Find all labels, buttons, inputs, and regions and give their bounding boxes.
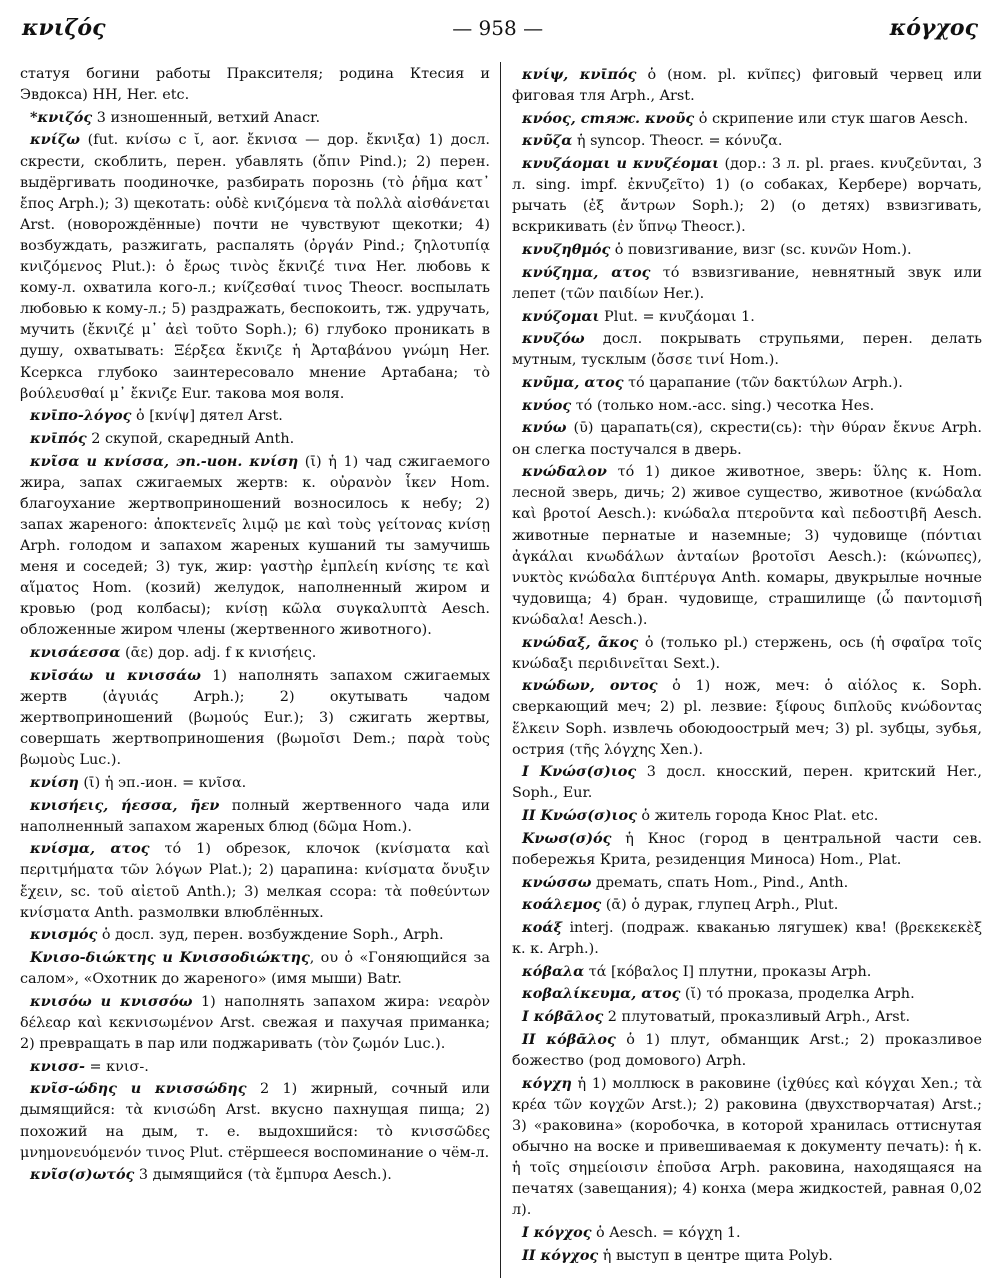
entry-headword: *κνιζός <box>30 108 93 126</box>
entry-headword: κνῑπο-λόγος <box>30 407 132 425</box>
entry-headword: κνώδων, οντος <box>522 677 658 695</box>
entry-headword: Κνισο-διώκτης и Κνισσοδιώκτης <box>30 948 310 966</box>
dictionary-entry <box>512 632 982 675</box>
dictionary-entry <box>20 451 490 642</box>
right-running-headword: κόγχος <box>889 15 978 41</box>
dictionary-entry <box>512 1245 982 1267</box>
entry-headword: κνώσσω <box>522 873 592 891</box>
dictionary-entry <box>512 1073 982 1222</box>
entry-headword: I Κνώσ(σ)ιος <box>522 763 637 781</box>
dictionary-entry <box>20 772 490 794</box>
dictionary-entry <box>512 130 982 152</box>
dictionary-entry <box>512 328 982 371</box>
dictionary-entry <box>512 872 982 894</box>
entry-definition: (ῑ) ἡ эп.-ион. = κνῖσα. <box>78 774 247 791</box>
dictionary-entry <box>512 961 982 983</box>
entry-definition: τό (только ном.-асс. sing.) чесотка Hes. <box>571 397 875 414</box>
entry-headword: II κόβᾱλος <box>522 1030 616 1048</box>
entry-headword: κνύω <box>522 419 567 437</box>
entry-definition: ὁ (только pl.) стержень, ось (ἡ σφαῖρα τοῖς κνώδαξι περιδινεῖται Sext.). <box>512 634 982 672</box>
dictionary-entry <box>512 262 982 305</box>
entry-definition: Plut. = κνυζάομαι 1. <box>599 308 755 325</box>
entry-definition: (ᾱ) ὁ дурак, глупец Arph., Plut. <box>601 897 839 914</box>
entry-headword: κνυζάομαι и κνυζέομαι <box>522 155 720 173</box>
entry-definition: 1) наполнять запахом сжигаемых жертв (ἀγυιάς Arph.); 2) окутывать чадом жертвоприношений (βωμούς Eur.); 3) сжигать жертвы, совершать жертвоприношения (βωμοῖσι Dem.; παρὰ τοὺς βωμοὺς Luc.). <box>20 667 490 769</box>
dictionary-entry <box>20 107 490 129</box>
entry-definition: 1) наполнять запахом жира: νεαρὸν δέλεαρ καὶ κεκνισωμένον Arst. свежая и пахучая приманка; 2) превращать в пар или поджаривать (τὸν ζωμόν Luc.). <box>20 993 490 1052</box>
entry-definition: ὁ досл. зуд, перен. возбуждение Soph., Arph. <box>97 927 444 944</box>
dictionary-entry <box>512 306 982 328</box>
dictionary-entry <box>512 675 982 760</box>
entry-definition: τό 1) обрезок, клочок (κνίσματα καὶ περιτμήματα τῶν λόγων Plat.); 2) царапина: κνίσματα ὄνυξιν ἔχειν, sc. τοῦ αἰετοῦ Anth.); 3) мелкая ссора: τὰ ποθεύντων κνίσματα Anth. размолвки влюблённых. <box>20 841 490 921</box>
dictionary-entry <box>20 838 490 923</box>
entry-definition: τό 1) дикое животное, зверь: ὕλης κ. Hom. лесной зверь, дичь; 2) живое существо, животное (κνώδαλα καὶ βροτοί Aesch.): κνώδαλα πτεροῦντα καὶ πεδοστιβῆ Aesch. животные пернатые и наземные; 3) чудовище (πόντιαι ἀγκάλαι κνωδάλων ἀνταίων βροτοῖσι Aesch.): (κώνωπες), νυκτὸς κνώδαλα διπτέρυγα Anth. комары, двукрылые ночные чудовища; 4) бран. чудовище, страшилище (ὦ παντομισῆ κνώδαλα! Aesch.). <box>512 464 982 628</box>
entry-definition: ὁ [κνίψ] дятел Arst. <box>131 408 283 425</box>
entry-definition: статуя богини работы Праксителя; родина Ктесия и Эвдокса) HH, Her. etc. <box>20 66 490 104</box>
entry-headword: κνυζόω <box>522 330 585 348</box>
entry-headword: κνισμός <box>30 926 98 944</box>
dictionary-entry <box>512 1029 982 1072</box>
entry-headword: κοάξ <box>522 918 562 936</box>
entry-definition: ὁ 1) плут, обманщик Arst.; 2) проказливое божество (род домового) Arph. <box>512 1031 982 1069</box>
dictionary-entry <box>20 947 490 990</box>
entry-definition: полный жертвенного чада или наполненный запахом жареных блюд (δῶμα Hom.). <box>20 797 490 835</box>
entry-definition: (ῡ) царапать(ся), скрести(сь): τὴν θύραν ἔκνυε Arph. он слегка постучался в дверь. <box>512 420 982 458</box>
dictionary-entry <box>512 761 982 804</box>
entry-headword: κνῖσ(σ)ωτός <box>30 1166 135 1184</box>
page-header <box>22 10 978 46</box>
entry-headword: κνῖσα и κνίσσα, эп.-ион. κνίση <box>30 452 299 470</box>
entry-headword: κνισήεις, ήεσσα, ῆεν <box>30 796 220 814</box>
dictionary-entry <box>512 1222 982 1244</box>
entry-headword: κνώδαξ, ᾶκος <box>522 633 639 651</box>
entry-headword: II κόγχος <box>522 1246 599 1264</box>
dictionary-entry <box>20 991 490 1055</box>
dictionary-entry <box>20 428 490 450</box>
entry-headword: κνυζηθμός <box>522 241 611 259</box>
entry-definition: τά [κόβαλος I] плутни, проказы Arph. <box>584 963 872 980</box>
dictionary-entry <box>20 665 490 771</box>
entry-headword: κοβαλίκευμα, ατος <box>522 985 681 1003</box>
left-column <box>20 64 490 1278</box>
dictionary-entry <box>512 395 982 417</box>
entry-definition: = κνισ-. <box>84 1058 149 1075</box>
entry-headword: κνώδαλον <box>522 463 607 481</box>
entry-definition: ἡ Кнос (город в центральной части сев. побережья Крита, резиденция Миноса) Hom., Plat. <box>512 830 982 868</box>
entry-headword: κοάλεμος <box>522 896 602 914</box>
entry-definition: 3 досл. кносский, перен. критский Her., Soph., Eur. <box>512 764 982 802</box>
dictionary-entry <box>20 129 490 404</box>
entry-definition: ὁ повизгивание, визг (sc. κυνῶν Hom.). <box>610 242 912 259</box>
dictionary-entry <box>512 372 982 394</box>
column-divider <box>500 62 501 1278</box>
dictionary-entry <box>512 828 982 871</box>
entry-definition: ἡ syncop. Theocr. = κόνυζα. <box>572 133 783 150</box>
entry-definition: ἡ выступ в центре щита Polyb. <box>598 1247 833 1264</box>
entry-headword: κνύζημα, ατος <box>522 263 651 281</box>
entry-headword: II Κνώσ(σ)ιος <box>522 807 637 825</box>
entry-headword: Κνωσ(σ)ός <box>522 829 612 847</box>
entry-definition: τό царапание (τῶν δακτύλων Arph.). <box>623 375 903 392</box>
entry-headword: κνίψ, κνῑπός <box>522 66 637 83</box>
left-running-headword: κνιζός <box>22 15 106 41</box>
dictionary-entry <box>512 1006 982 1028</box>
entry-definition: ἡ 1) моллюск в раковине (ἰχθύες καὶ κόγχαι Xen.; τὰ κρέα τῶν κογχῶν Arst.); 2) раковина (двухстворчатая) Arst.; 3) «раковина» (коробочка, в которой хранилась оттиснутая обычно на воске и привешиваемая к документу печать): ἡ κ. ἡ τοῖς σημείοισιν ἐποῦσα Arph. раковина, находящаяся на печатях (завещания); 4) конха (мера жидкостей, равная 0,02 л). <box>512 1075 982 1219</box>
entry-definition: 2 скупой, скаредный Anth. <box>86 430 295 447</box>
entry-definition: 2 1) жирный, сочный или дымящийся: τὰ κνισώδη Arst. вкусно пахнущая пища; 2) похожий на дым, т. е. выдохшийся: τὸ κνισσῶδες μνημονευόμενόν τινος Plut. стёршееся воспоминание о чём-л. <box>20 1081 490 1161</box>
entry-definition: , ου ὁ «Гоняющийся за салом», «Охотник до жареного» (имя мыши) Batr. <box>20 949 490 988</box>
dictionary-entry <box>512 64 982 107</box>
entry-definition: ὁ скрипение или стук шагов Aesch. <box>694 110 969 127</box>
entry-definition: 3 изношенный, ветхий Anacr. <box>92 109 321 126</box>
entry-definition: τό взвизгивание, невнятный звук или лепет (τῶν παιδίων Her.). <box>512 264 982 302</box>
entry-headword: κνῦζα <box>522 132 573 150</box>
entry-definition: (ῐ) τό проказа, проделка Arph. <box>680 986 915 1003</box>
entry-headword: κνύζομαι <box>522 307 600 325</box>
entry-definition: 2 плутоватый, проказливый Arph., Arst. <box>603 1009 911 1026</box>
dictionary-entry <box>20 1056 490 1078</box>
entry-headword: κνίσμα, ατος <box>30 840 150 858</box>
entry-definition: 3 дымящийся (τὰ ἔμπυρα Aesch.). <box>134 1167 392 1184</box>
entry-headword: κνισσ- <box>30 1057 85 1075</box>
entry-headword: κόβαλα <box>522 962 585 980</box>
dictionary-entry <box>20 642 490 664</box>
entry-definition: (дор.: 3 л. pl. praes. κνυζεῦνται, 3 л. sing. impf. ἐκνυζεῖτο) 1) (о собаках, Кербере) ворчать, рычать (ἐξ ἄντρων Soph.); 2) (о детях) взвизгивать, вскрикивать (ἐν ὕπνῳ Theocr.). <box>512 156 982 236</box>
dictionary-entry <box>512 461 982 631</box>
entry-headword: κνίζω <box>30 131 80 149</box>
entry-definition: дремать, спать Hom., Pind., Anth. <box>591 874 849 891</box>
dictionary-entry <box>20 795 490 838</box>
entry-headword: I κόγχος <box>522 1223 592 1241</box>
entry-definition: (ᾱε) дор. adj. f к κνισήεις. <box>120 645 317 662</box>
page-number: — 958 — <box>452 16 544 40</box>
entry-headword: κόγχη <box>522 1074 572 1092</box>
entry-headword: κνόος, стяж. κνοῦς <box>522 109 695 127</box>
dictionary-entry <box>512 983 982 1005</box>
dictionary-entry <box>20 1164 490 1186</box>
dictionary-entry <box>512 917 982 960</box>
entry-headword: I κόβᾱλος <box>522 1008 604 1026</box>
entry-definition: ὁ 1) нож, меч: ὁ αἰόλος κ. Soph. сверкающий меч; 2) pl. лезвие: ξίφους διπλοῦς κνώδοντας ἕλκειν Soph. извлечь обоюдоострый меч; 3) pl. зубцы, зубья, острия (τῆς λόγχης Xen.). <box>512 678 982 758</box>
dictionary-entry <box>20 1078 490 1163</box>
entry-definition: ὁ (ном. pl. κνῖπες) фиговый червец или фиговая тля Arph., Arst. <box>512 67 982 105</box>
dictionary-entry <box>512 805 982 827</box>
entry-headword: κνῑσάω и κνισσάω <box>30 666 201 684</box>
dictionary-entry <box>512 108 982 130</box>
dictionary-entry <box>512 239 982 261</box>
entry-definition: (ῑ) ἡ 1) чад сжигаемого жира, запах сжигаемых жертв: κ. οὐρανὸν ἷκεν Hom. благоухание жертвоприношений возносилось к небу; 2) запах жареного: ἀποκτενεῖς λιμῷ με καὶ τοὺς γείτονας κνίσῃ Arph. голодом и запахом жареных кушаний ты замучишь меня и соседей; 3) тук, жир: γαστὴρ ἐμπλείη κνίσης τε καὶ αἵματος Hom. (козий) желудок, наполненный жиром и кровью (род колбасы); κνίσῃ κῶλα συγκαλυπτὰ Aesch. обложенные жиром члены (жертвенного животного). <box>20 453 490 639</box>
entry-definition: досл. покрывать струпьями, перен. делать мутным, тусклым (ὄσσε τινί Hom.). <box>512 331 982 369</box>
dictionary-entry <box>20 924 490 946</box>
dictionary-entry <box>512 417 982 460</box>
dictionary-entry <box>512 153 982 238</box>
entry-definition: (fut. κνίσω с ῐ, aor. ἔκνισα — дор. ἔκνιξα) 1) досл. скрести, скоблить, перен. убавлять (ὄπιν Pind.); 2) перен. выдёргивать поодиночке, разбирать порознь (τὸ ῥῆμα κατ᾽ ἔπος Arph.); 3) щекотать: οὐδὲ κνιζόμενα τὰ πολλὰ αἰσθάνεται Arst. (новорождённые) почти не чувствуют щекотки; 4) возбуждать, разжигать, распалять (ὀργάν Pind.; ζηλοτυπίᾳ κνιζόμενος Plut.): ὁ ἔρως τινὸς ἔκνιζέ τινα Her. любовь к кому-л. охватила кого-л.; κνίζεσθαί τινος Theocr. воспылать любовью к кому-л.; 5) раздражать, беспокоить, тж. удручать, мучить (ἔκνιζέ μ᾽ ἀεὶ τοῦτο Soph.); 6) глубоко проникать в душу, охватывать: Ξέρξεα ἔκνιζε ἡ Ἀρταβάνου γνώμη Her. Ксеркса глубоко заинтересовало мнение Артабана; τὸ βούλευσθαί μ᾽ ἔκνιζε Eur. такова моя воля. <box>20 132 490 402</box>
entry-headword: κνισάεσσα <box>30 644 121 662</box>
dictionary-entry <box>20 64 490 106</box>
right-column <box>512 64 982 1278</box>
entry-definition: ὁ Aesch. = κόγχη 1. <box>591 1224 741 1241</box>
entry-definition: interj. (подраж. кваканью лягушек) ква! (βρεκεκεκὲξ κ. κ. Arph.). <box>512 919 982 958</box>
entry-headword: κνῖσ-ώδης и κνισσώδης <box>30 1080 247 1098</box>
dictionary-entry <box>20 405 490 427</box>
entry-definition: ὁ житель города Кнос Plat. etc. <box>636 808 879 825</box>
entry-headword: κνύος <box>522 396 572 414</box>
entry-headword: κνῑπός <box>30 429 87 447</box>
entry-headword: κνίση <box>30 773 79 791</box>
entry-headword: κνισόω и κνισσόω <box>30 992 193 1010</box>
entry-headword: κνῦμα, ατος <box>522 374 624 392</box>
dictionary-entry <box>512 894 982 916</box>
